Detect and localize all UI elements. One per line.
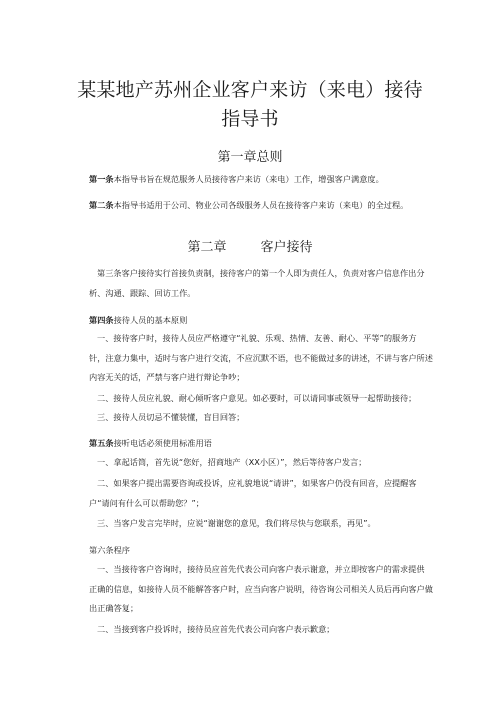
article-6-item-1-line-3: 出正确答复； bbox=[89, 603, 139, 613]
article-4-item-3-text: 三、接待人员切忌不懂装懂，盲目回答； bbox=[97, 412, 245, 422]
article-3-line-1: 第三条客户接待实行首接负责制，接待客户的第一个人即为责任人，负责对客户信息作出分 bbox=[97, 268, 425, 278]
article-4-item-3 bbox=[89, 408, 434, 428]
document-title-line2: 指导书 bbox=[221, 108, 279, 130]
article-1-label: 第一条 bbox=[89, 174, 114, 184]
article-6-item-1 bbox=[89, 560, 434, 619]
article-5-label: 第五条 bbox=[89, 438, 114, 448]
article-3-line-2: 析、沟通、跟踪、回访工作。 bbox=[89, 287, 196, 298]
chapter-2-heading bbox=[0, 236, 500, 255]
article-5-item-3-text: 三、当客户发言完毕时，应说“谢谢您的意见，我们将尽快与您联系，再见”。 bbox=[97, 518, 376, 528]
article-4-item-1-line-1: 一、接待客户时，接待人员应严格遵守“礼貌、乐观、热情、友善、耐心、平等”的服务方 bbox=[97, 333, 417, 343]
article-4-heading bbox=[89, 311, 434, 331]
chapter-1-heading: 第一章总则 bbox=[217, 150, 283, 165]
chapter-2-number: 第二章 bbox=[187, 240, 227, 255]
document-title-line1: 某某地产苏州企业客户来访（来电）接待 bbox=[77, 79, 423, 101]
article-2-text: 本指导书适用于公司、物业公司各级服务人员在接待客户来访（来电）的全过程。 bbox=[113, 200, 409, 210]
article-6-item-2-text: 二、当接到客户投诉时，接待员应首先代表公司向客户表示歉意； bbox=[97, 624, 335, 634]
article-1 bbox=[89, 170, 434, 189]
article-3 bbox=[89, 264, 434, 303]
chapter-2-name: 客户接待 bbox=[260, 240, 313, 255]
article-5-item-3 bbox=[89, 514, 434, 534]
article-2-label: 第二条 bbox=[89, 200, 114, 210]
article-5 bbox=[89, 434, 434, 454]
article-5-heading bbox=[89, 434, 434, 454]
article-4-item-2 bbox=[89, 389, 434, 409]
article-1-text: 本指导书旨在规范服务人员接待客户来访（来电）工作，增强客户满意度。 bbox=[113, 174, 384, 184]
article-4-item-1 bbox=[89, 329, 434, 388]
article-4 bbox=[89, 311, 434, 331]
article-5-item-1-text: 一、拿起话筒，首先说“您好，招商地产（XX小区）”，然后等待客户发言； bbox=[97, 457, 367, 467]
article-2 bbox=[89, 196, 434, 215]
article-4-item-1-line-3: 内容无关的话，严禁与客户进行辩论争吵； bbox=[89, 372, 245, 382]
article-5-item-2 bbox=[89, 474, 434, 513]
article-5-title: 接听电话必须使用标准用语 bbox=[113, 438, 212, 448]
article-4-title: 接待人员的基本原则 bbox=[113, 315, 188, 325]
article-6-title: 第六条程序 bbox=[89, 545, 130, 555]
article-6-item-1-line-2: 正确的信息，如接待人员不能解答客户时，应当向客户说明，待咨询公司相关人员后再向客户做 bbox=[89, 583, 433, 594]
article-6-item-2 bbox=[89, 620, 434, 640]
article-6 bbox=[89, 541, 434, 561]
article-4-label: 第四条 bbox=[89, 315, 114, 325]
article-5-item-2-line-1: 二、如果客户提出需要咨询或投诉，应礼貌地说“请讲”，如果客户仍没有回音，应提醒客 bbox=[97, 478, 417, 488]
article-5-item-1 bbox=[89, 453, 434, 473]
article-4-item-2-text: 二、接待人员应礼貌、耐心倾听客户意见。如必要时，可以请同事或领导一起帮助接待； bbox=[97, 393, 417, 403]
article-6-item-1-line-1: 一、当接待客户咨询时，接待员应首先代表公司向客户表示谢意，并立即按客户的需求提供 bbox=[97, 564, 425, 574]
article-4-item-1-line-2: 针，注意力集中，适时与客户进行交流，不应沉默不语，也不能做过多的讲述，不讲与客户所述 bbox=[89, 352, 433, 363]
article-5-item-2-line-2: 户“请问有什么可以帮助您？”； bbox=[89, 497, 204, 508]
